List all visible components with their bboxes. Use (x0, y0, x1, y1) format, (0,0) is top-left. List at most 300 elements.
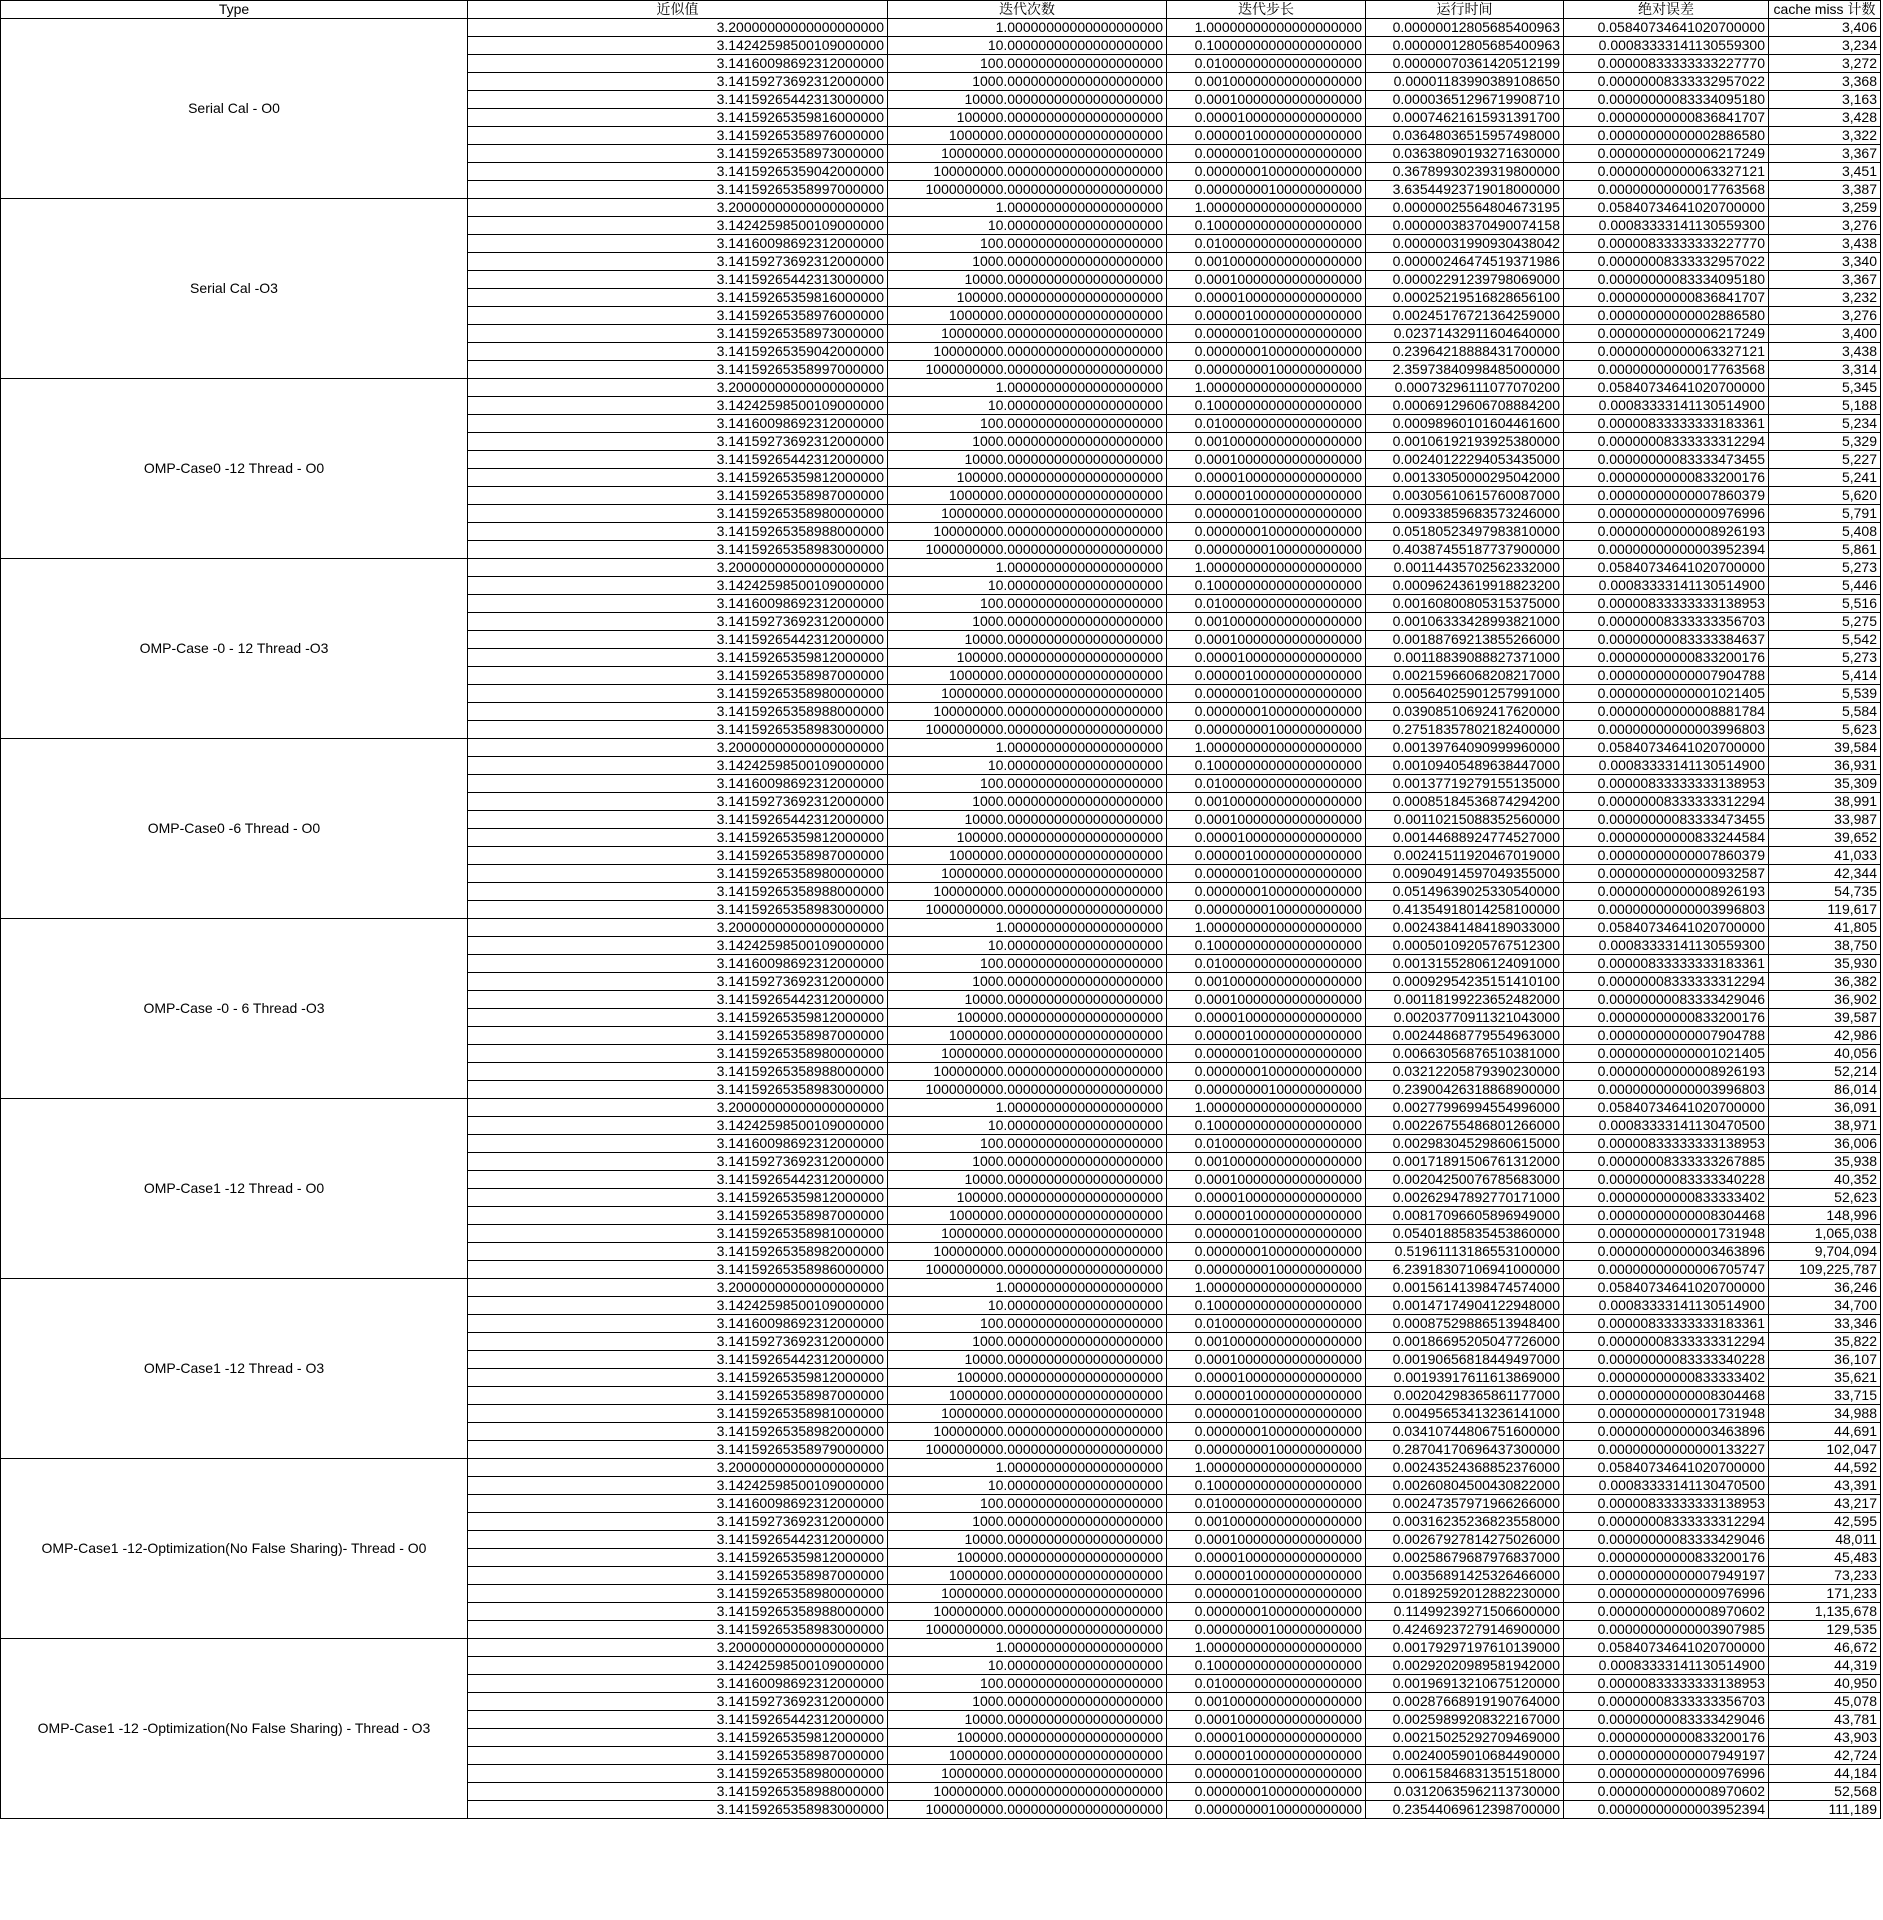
cache-miss-cell[interactable]: 73,233 (1769, 1567, 1881, 1585)
iterations-cell[interactable]: 1.00000000000000000000 (888, 379, 1167, 397)
run-time-cell[interactable]: 0.00118199223652482000 (1366, 991, 1564, 1009)
run-time-cell[interactable]: 0.01892592012882230000 (1366, 1585, 1564, 1603)
iterations-cell[interactable]: 100.00000000000000000000 (888, 235, 1167, 253)
approx-value-cell[interactable]: 3.14159265358983000000 (468, 901, 888, 919)
abs-error-cell[interactable]: 0.00000000000007904788 (1564, 667, 1769, 685)
run-time-cell[interactable]: 0.00244868779554963000 (1366, 1027, 1564, 1045)
run-time-cell[interactable]: 0.00287668919190764000 (1366, 1693, 1564, 1711)
run-time-cell[interactable]: 0.00564025901257991000 (1366, 685, 1564, 703)
approx-value-cell[interactable]: 3.14159265358988000000 (468, 523, 888, 541)
abs-error-cell[interactable]: 0.00000000083333429046 (1564, 1531, 1769, 1549)
iterations-cell[interactable]: 1.00000000000000000000 (888, 1639, 1167, 1657)
cache-miss-cell[interactable]: 5,234 (1769, 415, 1881, 433)
abs-error-cell[interactable]: 0.05840734641020700000 (1564, 1639, 1769, 1657)
cache-miss-cell[interactable]: 5,791 (1769, 505, 1881, 523)
approx-value-cell[interactable]: 3.14160098692312000000 (468, 55, 888, 73)
approx-value-cell[interactable]: 3.14159265359812000000 (468, 829, 888, 847)
abs-error-cell[interactable]: 0.00000000000002886580 (1564, 307, 1769, 325)
run-time-cell[interactable]: 0.03120635962113730000 (1366, 1783, 1564, 1801)
cache-miss-cell[interactable]: 5,516 (1769, 595, 1881, 613)
approx-value-cell[interactable]: 3.14159265358988000000 (468, 1603, 888, 1621)
cache-miss-cell[interactable]: 5,861 (1769, 541, 1881, 559)
abs-error-cell[interactable]: 0.00000000000003996803 (1564, 721, 1769, 739)
cache-miss-cell[interactable]: 5,446 (1769, 577, 1881, 595)
iterations-cell[interactable]: 100000000.00000000000000000000 (888, 523, 1167, 541)
step-size-cell[interactable]: 0.00010000000000000000 (1167, 271, 1366, 289)
run-time-cell[interactable]: 0.00904914597049355000 (1366, 865, 1564, 883)
run-time-cell[interactable]: 0.40387455187737900000 (1366, 541, 1564, 559)
abs-error-cell[interactable]: 0.00000000000000932587 (1564, 865, 1769, 883)
cache-miss-cell[interactable]: 44,691 (1769, 1423, 1881, 1441)
step-size-cell[interactable]: 0.00001000000000000000 (1167, 1729, 1366, 1747)
iterations-cell[interactable]: 10000000.00000000000000000000 (888, 685, 1167, 703)
run-time-cell[interactable]: 0.00156141398474574000 (1366, 1279, 1564, 1297)
abs-error-cell[interactable]: 0.00083333141130514900 (1564, 577, 1769, 595)
header-type[interactable]: Type (1, 1, 468, 19)
cache-miss-cell[interactable]: 40,352 (1769, 1171, 1881, 1189)
abs-error-cell[interactable]: 0.00000000000003907985 (1564, 1621, 1769, 1639)
cache-miss-cell[interactable]: 36,931 (1769, 757, 1881, 775)
run-time-cell[interactable]: 0.05180523497983810000 (1366, 523, 1564, 541)
run-time-cell[interactable]: 0.27518357802182400000 (1366, 721, 1564, 739)
abs-error-cell[interactable]: 0.00083333141130559300 (1564, 937, 1769, 955)
cache-miss-cell[interactable]: 171,233 (1769, 1585, 1881, 1603)
approx-value-cell[interactable]: 3.14160098692312000000 (468, 595, 888, 613)
run-time-cell[interactable]: 0.00069129606708884200 (1366, 397, 1564, 415)
abs-error-cell[interactable]: 0.00000000000007949197 (1564, 1567, 1769, 1585)
iterations-cell[interactable]: 100000.00000000000000000000 (888, 1009, 1167, 1027)
abs-error-cell[interactable]: 0.00000008333333356703 (1564, 1693, 1769, 1711)
step-size-cell[interactable]: 1.00000000000000000000 (1167, 919, 1366, 937)
step-size-cell[interactable]: 1.00000000000000000000 (1167, 19, 1366, 37)
step-size-cell[interactable]: 0.00000100000000000000 (1167, 307, 1366, 325)
cache-miss-cell[interactable]: 43,217 (1769, 1495, 1881, 1513)
iterations-cell[interactable]: 100000000.00000000000000000000 (888, 883, 1167, 901)
approx-value-cell[interactable]: 3.14159265442312000000 (468, 1171, 888, 1189)
step-size-cell[interactable]: 0.00100000000000000000 (1167, 1333, 1366, 1351)
type-group-cell[interactable]: Serial Cal -O3 (1, 199, 468, 379)
cache-miss-cell[interactable]: 5,414 (1769, 667, 1881, 685)
abs-error-cell[interactable]: 0.00000833333333138953 (1564, 1135, 1769, 1153)
abs-error-cell[interactable]: 0.00000008333333312294 (1564, 973, 1769, 991)
step-size-cell[interactable]: 0.00001000000000000000 (1167, 1189, 1366, 1207)
run-time-cell[interactable]: 0.00087529886513948400 (1366, 1315, 1564, 1333)
approx-value-cell[interactable]: 3.14159265359812000000 (468, 1189, 888, 1207)
type-group-cell[interactable]: OMP-Case1 -12 Thread - O3 (1, 1279, 468, 1459)
run-time-cell[interactable]: 6.23918307106941000000 (1366, 1261, 1564, 1279)
step-size-cell[interactable]: 0.01000000000000000000 (1167, 595, 1366, 613)
run-time-cell[interactable]: 0.00196913210675120000 (1366, 1675, 1564, 1693)
iterations-cell[interactable]: 10.00000000000000000000 (888, 37, 1167, 55)
approx-value-cell[interactable]: 3.20000000000000000000 (468, 739, 888, 757)
cache-miss-cell[interactable]: 3,367 (1769, 271, 1881, 289)
approx-value-cell[interactable]: 3.14159265358987000000 (468, 1387, 888, 1405)
abs-error-cell[interactable]: 0.00000833333333227770 (1564, 55, 1769, 73)
iterations-cell[interactable]: 100000000.00000000000000000000 (888, 703, 1167, 721)
run-time-cell[interactable]: 0.00245176721364259000 (1366, 307, 1564, 325)
run-time-cell[interactable]: 0.00240059010684490000 (1366, 1747, 1564, 1765)
approx-value-cell[interactable]: 3.14159265358986000000 (468, 1261, 888, 1279)
approx-value-cell[interactable]: 3.14160098692312000000 (468, 1495, 888, 1513)
run-time-cell[interactable]: 0.00243841484189033000 (1366, 919, 1564, 937)
iterations-cell[interactable]: 10000.00000000000000000000 (888, 271, 1167, 289)
step-size-cell[interactable]: 0.00000100000000000000 (1167, 847, 1366, 865)
approx-value-cell[interactable]: 3.14159265442312000000 (468, 1351, 888, 1369)
run-time-cell[interactable]: 0.03638090193271630000 (1366, 145, 1564, 163)
iterations-cell[interactable]: 1000000.00000000000000000000 (888, 1387, 1167, 1405)
abs-error-cell[interactable]: 0.00000000000833200176 (1564, 1549, 1769, 1567)
abs-error-cell[interactable]: 0.00000000083333340228 (1564, 1171, 1769, 1189)
header-abs-error[interactable]: 绝对误差 (1564, 1, 1769, 19)
step-size-cell[interactable]: 0.00100000000000000000 (1167, 973, 1366, 991)
approx-value-cell[interactable]: 3.14159265358988000000 (468, 1783, 888, 1801)
iterations-cell[interactable]: 1000000000.00000000000000000000 (888, 1621, 1167, 1639)
run-time-cell[interactable]: 0.00000031990930438042 (1366, 235, 1564, 253)
abs-error-cell[interactable]: 0.00000000083334095180 (1564, 91, 1769, 109)
approx-value-cell[interactable]: 3.14242598500109000000 (468, 1117, 888, 1135)
approx-value-cell[interactable]: 3.14159265442313000000 (468, 271, 888, 289)
cache-miss-cell[interactable]: 3,276 (1769, 307, 1881, 325)
approx-value-cell[interactable]: 3.14159265358980000000 (468, 505, 888, 523)
abs-error-cell[interactable]: 0.00000000000003463896 (1564, 1423, 1769, 1441)
step-size-cell[interactable]: 0.10000000000000000000 (1167, 577, 1366, 595)
abs-error-cell[interactable]: 0.00083333141130470500 (1564, 1117, 1769, 1135)
run-time-cell[interactable]: 0.00000070361420512199 (1366, 55, 1564, 73)
abs-error-cell[interactable]: 0.00000000000833200176 (1564, 1729, 1769, 1747)
iterations-cell[interactable]: 1000.00000000000000000000 (888, 973, 1167, 991)
approx-value-cell[interactable]: 3.14159265358981000000 (468, 1405, 888, 1423)
approx-value-cell[interactable]: 3.14159265359812000000 (468, 649, 888, 667)
abs-error-cell[interactable]: 0.05840734641020700000 (1564, 199, 1769, 217)
run-time-cell[interactable]: 0.00001183990389108650 (1366, 73, 1564, 91)
cache-miss-cell[interactable]: 36,246 (1769, 1279, 1881, 1297)
abs-error-cell[interactable]: 0.05840734641020700000 (1564, 559, 1769, 577)
iterations-cell[interactable]: 100.00000000000000000000 (888, 1675, 1167, 1693)
run-time-cell[interactable]: 0.00147174904122948000 (1366, 1297, 1564, 1315)
cache-miss-cell[interactable]: 3,428 (1769, 109, 1881, 127)
abs-error-cell[interactable]: 0.00000000000833200176 (1564, 649, 1769, 667)
header-iterations[interactable]: 迭代次数 (888, 1, 1167, 19)
run-time-cell[interactable]: 0.03908510692417620000 (1366, 703, 1564, 721)
cache-miss-cell[interactable]: 3,276 (1769, 217, 1881, 235)
approx-value-cell[interactable]: 3.14159265358976000000 (468, 127, 888, 145)
cache-miss-cell[interactable]: 3,232 (1769, 289, 1881, 307)
abs-error-cell[interactable]: 0.00000000000001021405 (1564, 685, 1769, 703)
iterations-cell[interactable]: 1000000.00000000000000000000 (888, 1567, 1167, 1585)
step-size-cell[interactable]: 0.00010000000000000000 (1167, 631, 1366, 649)
iterations-cell[interactable]: 10000000.00000000000000000000 (888, 1585, 1167, 1603)
abs-error-cell[interactable]: 0.00000833333333183361 (1564, 1315, 1769, 1333)
cache-miss-cell[interactable]: 86,014 (1769, 1081, 1881, 1099)
abs-error-cell[interactable]: 0.05840734641020700000 (1564, 1459, 1769, 1477)
run-time-cell[interactable]: 0.00000246474519371986 (1366, 253, 1564, 271)
cache-miss-cell[interactable]: 33,346 (1769, 1315, 1881, 1333)
approx-value-cell[interactable]: 3.14159265358987000000 (468, 1027, 888, 1045)
approx-value-cell[interactable]: 3.14159265358983000000 (468, 1081, 888, 1099)
run-time-cell[interactable]: 0.03410744806751600000 (1366, 1423, 1564, 1441)
step-size-cell[interactable]: 0.00000001000000000000 (1167, 1243, 1366, 1261)
cache-miss-cell[interactable]: 33,715 (1769, 1387, 1881, 1405)
iterations-cell[interactable]: 10000000.00000000000000000000 (888, 1045, 1167, 1063)
abs-error-cell[interactable]: 0.00000833333333138953 (1564, 595, 1769, 613)
approx-value-cell[interactable]: 3.14242598500109000000 (468, 577, 888, 595)
abs-error-cell[interactable]: 0.00000000000000133227 (1564, 1441, 1769, 1459)
abs-error-cell[interactable]: 0.00000000000003996803 (1564, 901, 1769, 919)
step-size-cell[interactable]: 0.00100000000000000000 (1167, 1153, 1366, 1171)
iterations-cell[interactable]: 10000000.00000000000000000000 (888, 1225, 1167, 1243)
cache-miss-cell[interactable]: 35,309 (1769, 775, 1881, 793)
approx-value-cell[interactable]: 3.14242598500109000000 (468, 397, 888, 415)
run-time-cell[interactable]: 0.36789930239319800000 (1366, 163, 1564, 181)
abs-error-cell[interactable]: 0.00000000000833333402 (1564, 1369, 1769, 1387)
run-time-cell[interactable]: 0.00139764090999960000 (1366, 739, 1564, 757)
step-size-cell[interactable]: 1.00000000000000000000 (1167, 1639, 1366, 1657)
step-size-cell[interactable]: 0.00100000000000000000 (1167, 253, 1366, 271)
abs-error-cell[interactable]: 0.00000000000003952394 (1564, 1801, 1769, 1819)
abs-error-cell[interactable]: 0.00000000000008970602 (1564, 1783, 1769, 1801)
abs-error-cell[interactable]: 0.00000000000001021405 (1564, 1045, 1769, 1063)
run-time-cell[interactable]: 0.23544069612398700000 (1366, 1801, 1564, 1819)
abs-error-cell[interactable]: 0.00000000000836841707 (1564, 289, 1769, 307)
type-group-cell[interactable]: OMP-Case0 -6 Thread - O0 (1, 739, 468, 919)
abs-error-cell[interactable]: 0.00000000000063327121 (1564, 163, 1769, 181)
run-time-cell[interactable]: 0.00186695205047726000 (1366, 1333, 1564, 1351)
approx-value-cell[interactable]: 3.20000000000000000000 (468, 19, 888, 37)
step-size-cell[interactable]: 0.10000000000000000000 (1167, 937, 1366, 955)
step-size-cell[interactable]: 0.00000010000000000000 (1167, 1405, 1366, 1423)
iterations-cell[interactable]: 10000000.00000000000000000000 (888, 1765, 1167, 1783)
cache-miss-cell[interactable]: 1,135,678 (1769, 1603, 1881, 1621)
iterations-cell[interactable]: 10000000.00000000000000000000 (888, 325, 1167, 343)
cache-miss-cell[interactable]: 9,704,094 (1769, 1243, 1881, 1261)
approx-value-cell[interactable]: 3.14159265358982000000 (468, 1423, 888, 1441)
run-time-cell[interactable]: 0.00615846831351518000 (1366, 1765, 1564, 1783)
cache-miss-cell[interactable]: 36,107 (1769, 1351, 1881, 1369)
approx-value-cell[interactable]: 3.14242598500109000000 (468, 1657, 888, 1675)
run-time-cell[interactable]: 0.00495653413236141000 (1366, 1405, 1564, 1423)
iterations-cell[interactable]: 1000000.00000000000000000000 (888, 127, 1167, 145)
approx-value-cell[interactable]: 3.14159265358987000000 (468, 667, 888, 685)
run-time-cell[interactable]: 0.00110215088352560000 (1366, 811, 1564, 829)
step-size-cell[interactable]: 0.00001000000000000000 (1167, 469, 1366, 487)
abs-error-cell[interactable]: 0.00000000000006705747 (1564, 1261, 1769, 1279)
step-size-cell[interactable]: 0.00000100000000000000 (1167, 1207, 1366, 1225)
iterations-cell[interactable]: 1000000000.00000000000000000000 (888, 901, 1167, 919)
run-time-cell[interactable]: 0.00204250076785683000 (1366, 1171, 1564, 1189)
header-approx-value[interactable]: 近似值 (468, 1, 888, 19)
approx-value-cell[interactable]: 3.14159265358987000000 (468, 1207, 888, 1225)
approx-value-cell[interactable]: 3.14159265359812000000 (468, 469, 888, 487)
type-group-cell[interactable]: OMP-Case -0 - 6 Thread -O3 (1, 919, 468, 1099)
cache-miss-cell[interactable]: 3,163 (1769, 91, 1881, 109)
iterations-cell[interactable]: 1000000.00000000000000000000 (888, 847, 1167, 865)
abs-error-cell[interactable]: 0.00000000000000976996 (1564, 1585, 1769, 1603)
approx-value-cell[interactable]: 3.14159265358980000000 (468, 1585, 888, 1603)
iterations-cell[interactable]: 10000000.00000000000000000000 (888, 505, 1167, 523)
abs-error-cell[interactable]: 0.00000000000017763568 (1564, 181, 1769, 199)
approx-value-cell[interactable]: 3.14159265358983000000 (468, 541, 888, 559)
step-size-cell[interactable]: 0.00000001000000000000 (1167, 883, 1366, 901)
run-time-cell[interactable]: 0.28704170696437300000 (1366, 1441, 1564, 1459)
iterations-cell[interactable]: 1.00000000000000000000 (888, 919, 1167, 937)
cache-miss-cell[interactable]: 44,592 (1769, 1459, 1881, 1477)
abs-error-cell[interactable]: 0.00083333141130514900 (1564, 1297, 1769, 1315)
step-size-cell[interactable]: 0.10000000000000000000 (1167, 397, 1366, 415)
abs-error-cell[interactable]: 0.00000000000000976996 (1564, 1765, 1769, 1783)
approx-value-cell[interactable]: 3.14159273692312000000 (468, 433, 888, 451)
iterations-cell[interactable]: 100000.00000000000000000000 (888, 1369, 1167, 1387)
iterations-cell[interactable]: 1000000000.00000000000000000000 (888, 1801, 1167, 1819)
iterations-cell[interactable]: 10000000.00000000000000000000 (888, 865, 1167, 883)
step-size-cell[interactable]: 0.01000000000000000000 (1167, 955, 1366, 973)
approx-value-cell[interactable]: 3.14159273692312000000 (468, 1333, 888, 1351)
approx-value-cell[interactable]: 3.14159265358988000000 (468, 883, 888, 901)
run-time-cell[interactable]: 0.42469237279146900000 (1366, 1621, 1564, 1639)
step-size-cell[interactable]: 0.00000000100000000000 (1167, 1801, 1366, 1819)
run-time-cell[interactable]: 0.03648036515957498000 (1366, 127, 1564, 145)
step-size-cell[interactable]: 0.00000100000000000000 (1167, 667, 1366, 685)
cache-miss-cell[interactable]: 109,225,787 (1769, 1261, 1881, 1279)
abs-error-cell[interactable]: 0.00000000000003996803 (1564, 1081, 1769, 1099)
approx-value-cell[interactable]: 3.14159265442312000000 (468, 991, 888, 1009)
abs-error-cell[interactable]: 0.00000008333333312294 (1564, 793, 1769, 811)
cache-miss-cell[interactable]: 38,971 (1769, 1117, 1881, 1135)
run-time-cell[interactable]: 0.00131552806124091000 (1366, 955, 1564, 973)
step-size-cell[interactable]: 0.00100000000000000000 (1167, 793, 1366, 811)
cache-miss-cell[interactable]: 1,065,038 (1769, 1225, 1881, 1243)
iterations-cell[interactable]: 10000000.00000000000000000000 (888, 1405, 1167, 1423)
run-time-cell[interactable]: 0.00259899208322167000 (1366, 1711, 1564, 1729)
abs-error-cell[interactable]: 0.00000833333333138953 (1564, 1675, 1769, 1693)
iterations-cell[interactable]: 1000000.00000000000000000000 (888, 307, 1167, 325)
iterations-cell[interactable]: 1.00000000000000000000 (888, 559, 1167, 577)
approx-value-cell[interactable]: 3.14159265442312000000 (468, 451, 888, 469)
iterations-cell[interactable]: 1000.00000000000000000000 (888, 1693, 1167, 1711)
approx-value-cell[interactable]: 3.14159265359816000000 (468, 109, 888, 127)
step-size-cell[interactable]: 0.00001000000000000000 (1167, 829, 1366, 847)
run-time-cell[interactable]: 0.00000025564804673195 (1366, 199, 1564, 217)
abs-error-cell[interactable]: 0.00000000000001731948 (1564, 1225, 1769, 1243)
approx-value-cell[interactable]: 3.14159265358997000000 (468, 361, 888, 379)
approx-value-cell[interactable]: 3.14159265358987000000 (468, 847, 888, 865)
iterations-cell[interactable]: 1000000.00000000000000000000 (888, 1027, 1167, 1045)
type-group-cell[interactable]: OMP-Case -0 - 12 Thread -O3 (1, 559, 468, 739)
step-size-cell[interactable]: 0.00010000000000000000 (1167, 451, 1366, 469)
cache-miss-cell[interactable]: 41,805 (1769, 919, 1881, 937)
abs-error-cell[interactable]: 0.05840734641020700000 (1564, 379, 1769, 397)
approx-value-cell[interactable]: 3.14159265358980000000 (468, 685, 888, 703)
run-time-cell[interactable]: 0.00240122294053435000 (1366, 451, 1564, 469)
step-size-cell[interactable]: 0.00001000000000000000 (1167, 109, 1366, 127)
iterations-cell[interactable]: 1000.00000000000000000000 (888, 1333, 1167, 1351)
approx-value-cell[interactable]: 3.14160098692312000000 (468, 415, 888, 433)
abs-error-cell[interactable]: 0.00000000083334095180 (1564, 271, 1769, 289)
iterations-cell[interactable]: 10.00000000000000000000 (888, 1657, 1167, 1675)
step-size-cell[interactable]: 0.01000000000000000000 (1167, 775, 1366, 793)
cache-miss-cell[interactable]: 42,724 (1769, 1747, 1881, 1765)
approx-value-cell[interactable]: 3.14159265358981000000 (468, 1225, 888, 1243)
abs-error-cell[interactable]: 0.00000000000008304468 (1564, 1387, 1769, 1405)
iterations-cell[interactable]: 1.00000000000000000000 (888, 199, 1167, 217)
cache-miss-cell[interactable]: 52,568 (1769, 1783, 1881, 1801)
approx-value-cell[interactable]: 3.14159265358983000000 (468, 1801, 888, 1819)
step-size-cell[interactable]: 0.01000000000000000000 (1167, 1135, 1366, 1153)
step-size-cell[interactable]: 0.00010000000000000000 (1167, 1711, 1366, 1729)
run-time-cell[interactable]: 0.00106192193925380000 (1366, 433, 1564, 451)
cache-miss-cell[interactable]: 41,033 (1769, 847, 1881, 865)
step-size-cell[interactable]: 0.00000001000000000000 (1167, 163, 1366, 181)
run-time-cell[interactable]: 0.00190656818449497000 (1366, 1351, 1564, 1369)
abs-error-cell[interactable]: 0.00083333141130514900 (1564, 1657, 1769, 1675)
approx-value-cell[interactable]: 3.14160098692312000000 (468, 775, 888, 793)
cache-miss-cell[interactable]: 35,822 (1769, 1333, 1881, 1351)
header-run-time[interactable]: 运行时间 (1366, 1, 1564, 19)
abs-error-cell[interactable]: 0.00000000000008926193 (1564, 883, 1769, 901)
abs-error-cell[interactable]: 0.00000000000000976996 (1564, 505, 1769, 523)
abs-error-cell[interactable]: 0.00000000000833200176 (1564, 469, 1769, 487)
abs-error-cell[interactable]: 0.00000000000836841707 (1564, 109, 1769, 127)
step-size-cell[interactable]: 0.00000000100000000000 (1167, 1081, 1366, 1099)
approx-value-cell[interactable]: 3.14159273692312000000 (468, 793, 888, 811)
abs-error-cell[interactable]: 0.05840734641020700000 (1564, 1279, 1769, 1297)
step-size-cell[interactable]: 0.00000010000000000000 (1167, 1585, 1366, 1603)
cache-miss-cell[interactable]: 40,056 (1769, 1045, 1881, 1063)
run-time-cell[interactable]: 0.23964218888431700000 (1366, 343, 1564, 361)
iterations-cell[interactable]: 1.00000000000000000000 (888, 1459, 1167, 1477)
step-size-cell[interactable]: 0.01000000000000000000 (1167, 1675, 1366, 1693)
cache-miss-cell[interactable]: 52,623 (1769, 1189, 1881, 1207)
run-time-cell[interactable]: 0.00118839088827371000 (1366, 649, 1564, 667)
iterations-cell[interactable]: 10000.00000000000000000000 (888, 991, 1167, 1009)
iterations-cell[interactable]: 1000.00000000000000000000 (888, 793, 1167, 811)
step-size-cell[interactable]: 0.00001000000000000000 (1167, 289, 1366, 307)
step-size-cell[interactable]: 0.00000010000000000000 (1167, 1225, 1366, 1243)
iterations-cell[interactable]: 10.00000000000000000000 (888, 937, 1167, 955)
iterations-cell[interactable]: 1000000000.00000000000000000000 (888, 1081, 1167, 1099)
step-size-cell[interactable]: 0.00010000000000000000 (1167, 1531, 1366, 1549)
abs-error-cell[interactable]: 0.00000833333333183361 (1564, 955, 1769, 973)
step-size-cell[interactable]: 0.00000001000000000000 (1167, 1063, 1366, 1081)
approx-value-cell[interactable]: 3.14242598500109000000 (468, 37, 888, 55)
run-time-cell[interactable]: 0.00262947892770171000 (1366, 1189, 1564, 1207)
cache-miss-cell[interactable]: 5,408 (1769, 523, 1881, 541)
run-time-cell[interactable]: 0.00241511920467019000 (1366, 847, 1564, 865)
cache-miss-cell[interactable]: 5,623 (1769, 721, 1881, 739)
cache-miss-cell[interactable]: 36,006 (1769, 1135, 1881, 1153)
step-size-cell[interactable]: 0.01000000000000000000 (1167, 415, 1366, 433)
abs-error-cell[interactable]: 0.00000008333333312294 (1564, 1333, 1769, 1351)
abs-error-cell[interactable]: 0.00000000083333429046 (1564, 991, 1769, 1009)
approx-value-cell[interactable]: 3.14159265359042000000 (468, 343, 888, 361)
run-time-cell[interactable]: 0.00356891425326466000 (1366, 1567, 1564, 1585)
iterations-cell[interactable]: 100.00000000000000000000 (888, 1495, 1167, 1513)
run-time-cell[interactable]: 0.00305610615760087000 (1366, 487, 1564, 505)
cache-miss-cell[interactable]: 36,382 (1769, 973, 1881, 991)
cache-miss-cell[interactable]: 5,275 (1769, 613, 1881, 631)
step-size-cell[interactable]: 0.00000000100000000000 (1167, 1621, 1366, 1639)
step-size-cell[interactable]: 0.00000001000000000000 (1167, 343, 1366, 361)
run-time-cell[interactable]: 0.41354918014258100000 (1366, 901, 1564, 919)
abs-error-cell[interactable]: 0.00083333141130470500 (1564, 1477, 1769, 1495)
step-size-cell[interactable]: 1.00000000000000000000 (1167, 559, 1366, 577)
step-size-cell[interactable]: 0.00000100000000000000 (1167, 1567, 1366, 1585)
step-size-cell[interactable]: 0.00000010000000000000 (1167, 325, 1366, 343)
cache-miss-cell[interactable]: 44,319 (1769, 1657, 1881, 1675)
cache-miss-cell[interactable]: 33,987 (1769, 811, 1881, 829)
iterations-cell[interactable]: 1000000.00000000000000000000 (888, 667, 1167, 685)
iterations-cell[interactable]: 100.00000000000000000000 (888, 415, 1167, 433)
iterations-cell[interactable]: 100.00000000000000000000 (888, 955, 1167, 973)
